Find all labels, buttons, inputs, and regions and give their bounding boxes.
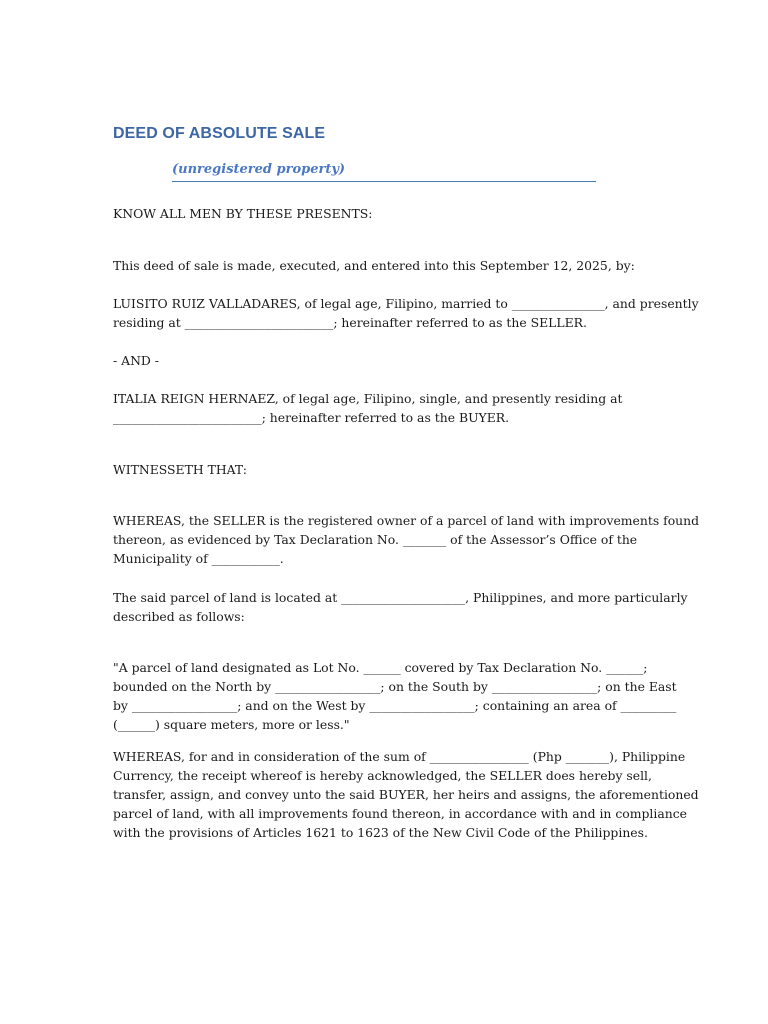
paragraph-line: LUISITO RUIZ VALLADARES, of legal age, Filipino, married to _______________, and presently bbox=[113, 296, 699, 311]
paragraph-line: transfer, assign, and convey unto the said BUYER, her heirs and assigns, the aforementioned bbox=[113, 787, 699, 802]
paragraph-buyer bbox=[113, 389, 673, 427]
paragraph-line: KNOW ALL MEN BY THESE PRESENTS: bbox=[113, 206, 373, 221]
paragraph-line: WHEREAS, the SELLER is the registered owner of a parcel of land with improvements found bbox=[113, 513, 700, 528]
paragraph-line: residing at ________________________; hereinafter referred to as the SELLER. bbox=[113, 315, 587, 330]
paragraph-line: ________________________; hereinafter referred to as the BUYER. bbox=[113, 410, 510, 425]
paragraph-description bbox=[113, 658, 677, 734]
paragraph-intro bbox=[113, 256, 673, 275]
paragraph-line: Currency, the receipt whereof is hereby acknowledged, the SELLER does hereby sell, bbox=[113, 768, 652, 783]
paragraph-line: WITNESSETH THAT: bbox=[113, 462, 247, 477]
paragraph-line: thereon, as evidenced by Tax Declaration No. _______ of the Assessor’s Office of the bbox=[113, 532, 638, 547]
paragraph-location bbox=[113, 588, 688, 626]
paragraph-line: described as follows: bbox=[113, 609, 245, 624]
paragraph-line: This deed of sale is made, executed, and entered into this September 12, 2025, by: bbox=[113, 258, 635, 273]
paragraph-consideration bbox=[113, 747, 699, 842]
paragraph-seller bbox=[113, 294, 699, 332]
paragraph-line: (______) square meters, more or less." bbox=[113, 717, 350, 732]
paragraph-whereas-owner bbox=[113, 511, 700, 568]
document-subtitle: (unregistered property) bbox=[172, 162, 596, 182]
paragraph-line: Municipality of ___________. bbox=[113, 551, 284, 566]
paragraph-line: with the provisions of Articles 1621 to 1623 of the New Civil Code of the Philippines. bbox=[113, 825, 648, 840]
paragraph-line: - AND - bbox=[113, 353, 159, 368]
paragraph-line: by _________________; and on the West by _________________; containing an area of _________ bbox=[113, 698, 677, 713]
paragraph-witnesseth bbox=[113, 460, 673, 479]
paragraph-line: WHEREAS, for and in consideration of the sum of ________________ (Php _______), Philippine bbox=[113, 749, 686, 764]
paragraph-line: ITALIA REIGN HERNAEZ, of legal age, Filipino, single, and presently residing at bbox=[113, 391, 623, 406]
paragraph-and bbox=[113, 351, 673, 370]
paragraph-line: "A parcel of land designated as Lot No. ______ covered by Tax Declaration No. ______; bbox=[113, 660, 648, 675]
paragraph-line: bounded on the North by _________________; on the South by _________________; on the East bbox=[113, 679, 677, 694]
paragraph-preamble bbox=[113, 204, 673, 223]
paragraph-line: The said parcel of land is located at ____________________, Philippines, and more particularly bbox=[113, 590, 688, 605]
document-title: DEED OF ABSOLUTE SALE bbox=[113, 125, 326, 142]
paragraph-line: parcel of land, with all improvements found thereon, in accordance with and in compliance bbox=[113, 806, 687, 821]
